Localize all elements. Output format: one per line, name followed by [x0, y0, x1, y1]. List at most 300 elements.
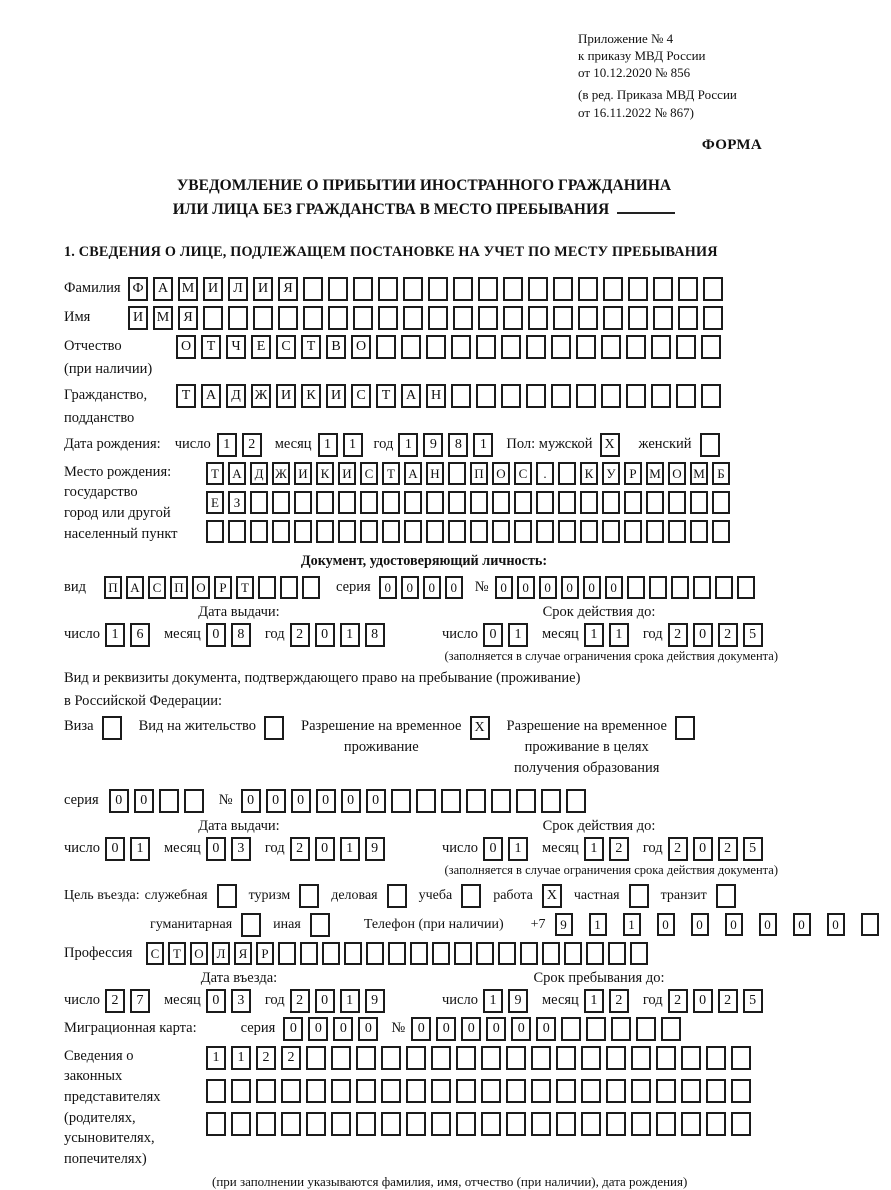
purpose-humanitarian-checkbox[interactable] [237, 913, 273, 937]
char-box[interactable]: 2 [290, 989, 310, 1013]
char-box[interactable]: П [170, 576, 188, 599]
char-box[interactable] [578, 277, 598, 301]
char-box[interactable] [431, 1046, 451, 1070]
char-box[interactable] [681, 1046, 701, 1070]
char-box[interactable] [302, 576, 320, 599]
char-box[interactable]: X [600, 433, 620, 457]
char-box[interactable] [448, 462, 466, 485]
char-box[interactable]: 2 [609, 989, 629, 1013]
char-box[interactable] [514, 520, 532, 543]
given-name-boxes[interactable] [128, 306, 728, 330]
char-box[interactable] [303, 277, 323, 301]
char-box[interactable] [731, 1079, 751, 1103]
char-box[interactable]: С [148, 576, 166, 599]
char-box[interactable] [387, 884, 407, 908]
char-box[interactable] [404, 520, 422, 543]
char-box[interactable] [491, 789, 511, 813]
char-box[interactable] [382, 491, 400, 514]
char-box[interactable] [478, 277, 498, 301]
char-box[interactable] [410, 942, 428, 965]
char-box[interactable] [256, 1079, 276, 1103]
purpose-other-checkbox[interactable] [306, 913, 342, 937]
char-box[interactable] [668, 491, 686, 514]
char-box[interactable]: 2 [718, 837, 738, 861]
char-box[interactable] [401, 335, 421, 359]
char-box[interactable] [441, 789, 461, 813]
char-box[interactable] [514, 491, 532, 514]
char-box[interactable]: 3 [231, 837, 251, 861]
char-box[interactable] [503, 277, 523, 301]
char-box[interactable]: А [153, 277, 173, 301]
char-box[interactable]: 0 [561, 576, 579, 599]
char-box[interactable] [531, 1046, 551, 1070]
char-box[interactable]: 5 [743, 837, 763, 861]
citizenship-boxes[interactable] [176, 384, 726, 408]
char-box[interactable]: Л [228, 277, 248, 301]
char-box[interactable] [701, 384, 721, 408]
char-box[interactable]: С [360, 462, 378, 485]
char-box[interactable]: X [542, 884, 562, 908]
char-box[interactable] [281, 1079, 301, 1103]
char-box[interactable]: 1 [105, 623, 125, 647]
char-box[interactable]: Л [212, 942, 230, 965]
visa-checkbox[interactable] [94, 716, 122, 740]
char-box[interactable] [602, 491, 620, 514]
char-box[interactable]: 8 [448, 433, 468, 457]
char-box[interactable]: 2 [718, 623, 738, 647]
char-box[interactable]: О [192, 576, 210, 599]
char-box[interactable] [470, 520, 488, 543]
char-box[interactable] [310, 913, 330, 937]
birthplace-boxes-row1[interactable] [206, 462, 784, 485]
char-box[interactable] [366, 942, 384, 965]
char-box[interactable] [528, 306, 548, 330]
char-box[interactable]: 0 [206, 837, 226, 861]
char-box[interactable]: 0 [793, 913, 811, 936]
char-box[interactable] [406, 1112, 426, 1136]
char-box[interactable]: О [668, 462, 686, 485]
char-box[interactable]: Т [168, 942, 186, 965]
char-box[interactable]: Н [426, 384, 446, 408]
purpose-study-checkbox[interactable] [457, 884, 493, 908]
char-box[interactable] [356, 1046, 376, 1070]
char-box[interactable] [241, 913, 261, 937]
purpose-business-checkbox[interactable] [383, 884, 419, 908]
char-box[interactable] [338, 491, 356, 514]
char-box[interactable]: С [351, 384, 371, 408]
char-box[interactable]: 0 [536, 1017, 556, 1041]
char-box[interactable] [703, 277, 723, 301]
char-box[interactable]: 2 [668, 989, 688, 1013]
char-box[interactable] [492, 491, 510, 514]
char-box[interactable] [353, 306, 373, 330]
char-box[interactable] [531, 1112, 551, 1136]
char-box[interactable]: 0 [206, 623, 226, 647]
char-box[interactable]: 6 [130, 623, 150, 647]
char-box[interactable] [159, 789, 179, 813]
char-box[interactable]: 1 [398, 433, 418, 457]
char-box[interactable] [453, 306, 473, 330]
char-box[interactable] [558, 491, 576, 514]
res-series-boxes[interactable] [109, 789, 209, 813]
char-box[interactable] [256, 1112, 276, 1136]
char-box[interactable] [553, 306, 573, 330]
char-box[interactable]: З [228, 491, 246, 514]
char-box[interactable]: 1 [217, 433, 237, 457]
char-box[interactable] [448, 491, 466, 514]
char-box[interactable] [432, 942, 450, 965]
char-box[interactable] [576, 335, 596, 359]
char-box[interactable] [503, 306, 523, 330]
char-box[interactable] [454, 942, 472, 965]
char-box[interactable] [576, 384, 596, 408]
char-box[interactable] [476, 384, 496, 408]
char-box[interactable]: 1 [318, 433, 338, 457]
char-box[interactable] [303, 306, 323, 330]
char-box[interactable] [712, 491, 730, 514]
char-box[interactable] [278, 942, 296, 965]
id-issue-year-boxes[interactable] [290, 623, 390, 647]
char-box[interactable] [561, 1017, 581, 1041]
char-box[interactable] [406, 1046, 426, 1070]
char-box[interactable] [606, 1046, 626, 1070]
char-box[interactable]: 1 [340, 623, 360, 647]
char-box[interactable] [426, 491, 444, 514]
mig-number-boxes[interactable] [411, 1017, 686, 1041]
id-series-boxes[interactable] [379, 576, 467, 599]
char-box[interactable] [278, 306, 298, 330]
char-box[interactable]: 2 [718, 989, 738, 1013]
char-box[interactable] [476, 335, 496, 359]
entry-month-boxes[interactable] [206, 989, 256, 1013]
char-box[interactable] [338, 520, 356, 543]
char-box[interactable]: Ф [128, 277, 148, 301]
char-box[interactable] [299, 884, 319, 908]
char-box[interactable]: 0 [308, 1017, 328, 1041]
char-box[interactable]: 1 [483, 989, 503, 1013]
char-box[interactable] [516, 789, 536, 813]
char-box[interactable]: 0 [341, 789, 361, 813]
char-box[interactable] [381, 1046, 401, 1070]
char-box[interactable]: 0 [315, 623, 335, 647]
res-valid-day-boxes[interactable] [483, 837, 533, 861]
char-box[interactable] [378, 306, 398, 330]
char-box[interactable]: Т [236, 576, 254, 599]
char-box[interactable] [184, 789, 204, 813]
char-box[interactable]: 9 [423, 433, 443, 457]
char-box[interactable]: 0 [315, 989, 335, 1013]
char-box[interactable] [391, 789, 411, 813]
char-box[interactable]: Р [256, 942, 274, 965]
char-box[interactable]: 0 [693, 989, 713, 1013]
char-box[interactable] [636, 1017, 656, 1041]
char-box[interactable]: О [351, 335, 371, 359]
birth-month-boxes[interactable] [318, 433, 368, 457]
char-box[interactable] [624, 520, 642, 543]
char-box[interactable] [228, 520, 246, 543]
char-box[interactable] [712, 520, 730, 543]
char-box[interactable] [476, 942, 494, 965]
char-box[interactable] [624, 491, 642, 514]
char-box[interactable]: 0 [445, 576, 463, 599]
char-box[interactable]: 0 [105, 837, 125, 861]
char-box[interactable] [428, 277, 448, 301]
char-box[interactable] [861, 913, 879, 936]
char-box[interactable]: 1 [473, 433, 493, 457]
birthplace-boxes-row2[interactable] [206, 491, 784, 514]
char-box[interactable] [676, 335, 696, 359]
char-box[interactable] [300, 942, 318, 965]
char-box[interactable]: 0 [333, 1017, 353, 1041]
reps-boxes-row2[interactable] [206, 1079, 784, 1103]
char-box[interactable]: Т [382, 462, 400, 485]
char-box[interactable] [551, 384, 571, 408]
char-box[interactable] [631, 1046, 651, 1070]
char-box[interactable] [678, 306, 698, 330]
char-box[interactable] [451, 384, 471, 408]
res-number-boxes[interactable] [241, 789, 591, 813]
char-box[interactable] [403, 306, 423, 330]
char-box[interactable] [556, 1046, 576, 1070]
char-box[interactable] [231, 1112, 251, 1136]
char-box[interactable] [608, 942, 626, 965]
char-box[interactable] [456, 1112, 476, 1136]
char-box[interactable] [706, 1079, 726, 1103]
char-box[interactable]: 0 [486, 1017, 506, 1041]
char-box[interactable]: 2 [281, 1046, 301, 1070]
char-box[interactable]: О [176, 335, 196, 359]
char-box[interactable]: 9 [555, 913, 573, 936]
char-box[interactable]: 7 [130, 989, 150, 1013]
char-box[interactable]: 5 [743, 989, 763, 1013]
res-issue-month-boxes[interactable] [206, 837, 256, 861]
id-valid-month-boxes[interactable] [584, 623, 634, 647]
char-box[interactable] [294, 520, 312, 543]
char-box[interactable]: И [338, 462, 356, 485]
char-box[interactable] [403, 277, 423, 301]
char-box[interactable]: 1 [589, 913, 607, 936]
char-box[interactable]: Е [206, 491, 224, 514]
char-box[interactable]: 0 [605, 576, 623, 599]
char-box[interactable] [231, 1079, 251, 1103]
char-box[interactable] [478, 306, 498, 330]
stay-day-boxes[interactable] [483, 989, 533, 1013]
char-box[interactable] [681, 1079, 701, 1103]
char-box[interactable]: 0 [283, 1017, 303, 1041]
char-box[interactable] [306, 1079, 326, 1103]
char-box[interactable] [206, 1112, 226, 1136]
char-box[interactable] [541, 789, 561, 813]
char-box[interactable]: Т [301, 335, 321, 359]
char-box[interactable]: 1 [623, 913, 641, 936]
char-box[interactable] [703, 306, 723, 330]
char-box[interactable] [628, 277, 648, 301]
char-box[interactable]: 2 [256, 1046, 276, 1070]
char-box[interactable]: П [470, 462, 488, 485]
char-box[interactable]: М [153, 306, 173, 330]
char-box[interactable] [428, 306, 448, 330]
char-box[interactable] [306, 1046, 326, 1070]
char-box[interactable] [250, 491, 268, 514]
char-box[interactable] [656, 1046, 676, 1070]
char-box[interactable] [381, 1079, 401, 1103]
char-box[interactable]: 0 [436, 1017, 456, 1041]
char-box[interactable] [630, 942, 648, 965]
char-box[interactable] [228, 306, 248, 330]
char-box[interactable] [331, 1079, 351, 1103]
char-box[interactable] [506, 1112, 526, 1136]
char-box[interactable]: О [190, 942, 208, 965]
char-box[interactable]: 0 [725, 913, 743, 936]
char-box[interactable]: 0 [827, 913, 845, 936]
char-box[interactable]: И [128, 306, 148, 330]
res-valid-year-boxes[interactable] [668, 837, 768, 861]
char-box[interactable] [601, 335, 621, 359]
char-box[interactable]: И [294, 462, 312, 485]
char-box[interactable] [506, 1046, 526, 1070]
char-box[interactable] [603, 277, 623, 301]
char-box[interactable]: 0 [241, 789, 261, 813]
char-box[interactable]: 2 [668, 837, 688, 861]
purpose-work-checkbox[interactable] [538, 884, 574, 908]
char-box[interactable] [461, 884, 481, 908]
char-box[interactable] [264, 716, 284, 740]
char-box[interactable]: Ж [272, 462, 290, 485]
char-box[interactable] [646, 491, 664, 514]
char-box[interactable] [676, 384, 696, 408]
char-box[interactable]: Р [214, 576, 232, 599]
patronymic-boxes[interactable] [176, 335, 726, 359]
char-box[interactable]: 1 [609, 623, 629, 647]
char-box[interactable]: 0 [691, 913, 709, 936]
reps-boxes-row3[interactable] [206, 1112, 784, 1136]
char-box[interactable] [606, 1112, 626, 1136]
char-box[interactable]: 1 [508, 623, 528, 647]
char-box[interactable] [451, 335, 471, 359]
char-box[interactable]: 9 [365, 837, 385, 861]
id-valid-year-boxes[interactable] [668, 623, 768, 647]
char-box[interactable] [602, 520, 620, 543]
char-box[interactable] [556, 1112, 576, 1136]
char-box[interactable]: К [580, 462, 598, 485]
char-box[interactable]: 0 [358, 1017, 378, 1041]
char-box[interactable] [716, 884, 736, 908]
char-box[interactable]: М [646, 462, 664, 485]
char-box[interactable]: 0 [266, 789, 286, 813]
char-box[interactable]: 0 [583, 576, 601, 599]
phone-boxes[interactable] [551, 913, 891, 936]
char-box[interactable]: 0 [693, 623, 713, 647]
char-box[interactable]: У [602, 462, 620, 485]
char-box[interactable] [356, 1079, 376, 1103]
char-box[interactable] [580, 491, 598, 514]
char-box[interactable]: Н [426, 462, 444, 485]
char-box[interactable] [272, 520, 290, 543]
res-issue-year-boxes[interactable] [290, 837, 390, 861]
char-box[interactable] [586, 1017, 606, 1041]
char-box[interactable]: А [404, 462, 422, 485]
char-box[interactable]: О [492, 462, 510, 485]
purpose-private-checkbox[interactable] [625, 884, 661, 908]
char-box[interactable] [331, 1046, 351, 1070]
char-box[interactable] [578, 306, 598, 330]
char-box[interactable] [498, 942, 516, 965]
char-box[interactable]: 9 [365, 989, 385, 1013]
char-box[interactable] [281, 1112, 301, 1136]
reps-boxes-row1[interactable] [206, 1046, 784, 1070]
char-box[interactable]: 8 [365, 623, 385, 647]
char-box[interactable]: 0 [461, 1017, 481, 1041]
char-box[interactable]: 1 [343, 433, 363, 457]
char-box[interactable]: 0 [291, 789, 311, 813]
char-box[interactable] [203, 306, 223, 330]
char-box[interactable] [431, 1112, 451, 1136]
char-box[interactable]: Ч [226, 335, 246, 359]
char-box[interactable]: К [316, 462, 334, 485]
char-box[interactable]: А [201, 384, 221, 408]
female-checkbox[interactable] [700, 433, 725, 457]
char-box[interactable] [258, 576, 276, 599]
char-box[interactable]: 2 [290, 623, 310, 647]
char-box[interactable]: 0 [539, 576, 557, 599]
char-box[interactable] [526, 335, 546, 359]
char-box[interactable] [681, 1112, 701, 1136]
char-box[interactable] [631, 1079, 651, 1103]
purpose-official-checkbox[interactable] [213, 884, 249, 908]
char-box[interactable]: 0 [693, 837, 713, 861]
char-box[interactable] [217, 884, 237, 908]
char-box[interactable]: С [514, 462, 532, 485]
char-box[interactable] [626, 335, 646, 359]
char-box[interactable] [581, 1079, 601, 1103]
res-valid-month-boxes[interactable] [584, 837, 634, 861]
char-box[interactable]: 1 [584, 837, 604, 861]
char-box[interactable] [253, 306, 273, 330]
char-box[interactable]: Я [278, 277, 298, 301]
char-box[interactable]: 0 [109, 789, 129, 813]
char-box[interactable]: П [104, 576, 122, 599]
entry-year-boxes[interactable] [290, 989, 390, 1013]
char-box[interactable] [481, 1112, 501, 1136]
res-issue-day-boxes[interactable] [105, 837, 155, 861]
char-box[interactable] [558, 462, 576, 485]
char-box[interactable]: 8 [231, 623, 251, 647]
char-box[interactable] [656, 1112, 676, 1136]
profession-boxes[interactable] [146, 942, 652, 965]
char-box[interactable]: Ж [251, 384, 271, 408]
char-box[interactable] [553, 277, 573, 301]
char-box[interactable] [653, 277, 673, 301]
char-box[interactable] [693, 576, 711, 599]
char-box[interactable] [651, 335, 671, 359]
char-box[interactable] [627, 576, 645, 599]
char-box[interactable] [316, 491, 334, 514]
char-box[interactable] [706, 1112, 726, 1136]
char-box[interactable] [406, 1079, 426, 1103]
char-box[interactable] [294, 491, 312, 514]
char-box[interactable] [731, 1046, 751, 1070]
char-box[interactable]: 1 [584, 989, 604, 1013]
char-box[interactable]: И [253, 277, 273, 301]
char-box[interactable]: 1 [508, 837, 528, 861]
char-box[interactable] [470, 491, 488, 514]
char-box[interactable] [580, 520, 598, 543]
char-box[interactable] [344, 942, 362, 965]
char-box[interactable] [701, 335, 721, 359]
char-box[interactable] [678, 277, 698, 301]
char-box[interactable] [206, 520, 224, 543]
char-box[interactable] [331, 1112, 351, 1136]
